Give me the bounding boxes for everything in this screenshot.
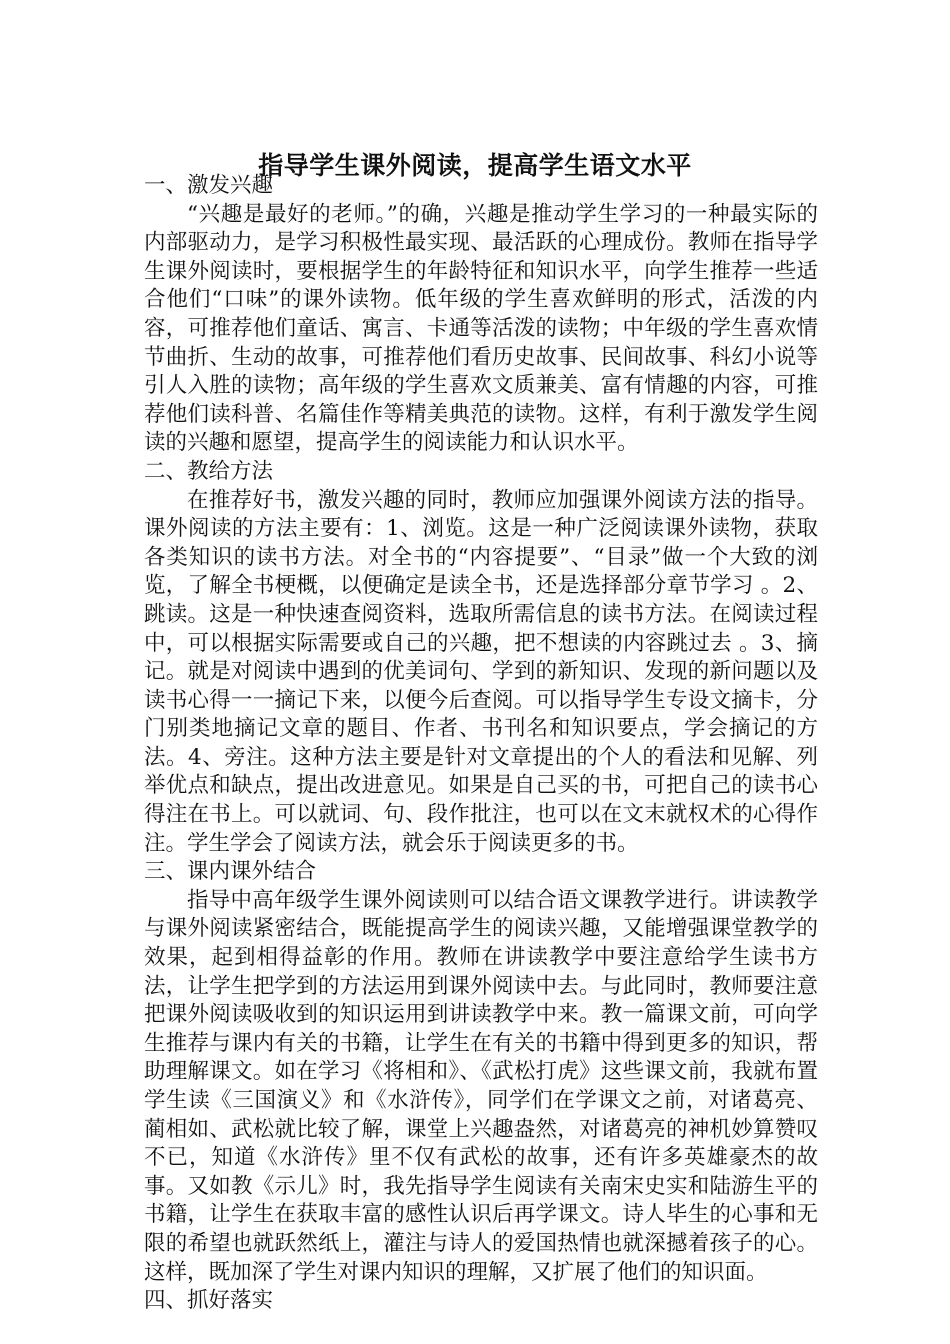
section-paragraph: “兴趣是最好的老师。”的确，兴趣是推动学生学习的一种最实际的内部驱动力，是学习积极性最实现、最活跃的心理成份。教师在指导学生课外阅读时，要根据学生的年龄特征和知识水平，向学生推荐一些适合他们“口味”的课外读物。低年级的学生喜欢鲜明的形式，活泼的内容，可推荐他们童话、寓言、卡通等活泼的读物；中年级的学生喜欢情节曲折、生动的故事，可推荐他们看历史故事、民间故事、科幻小说等引人入胜的读物；高年级的学生喜欢文质兼美、富有情趣的内容，可推荐他们读科普、名篇佳作等精美典范的读物。这样，有利于激发学生阅读的兴趣和愿望，提高学生的阅读能力和认识水平。 xyxy=(144,201,818,456)
section-heading: 二、教给方法 xyxy=(144,458,274,484)
section-heading: 一、激发兴趣 xyxy=(144,173,274,198)
document-body xyxy=(144,172,818,1316)
section-in-class-and-extracurricular xyxy=(144,858,818,1287)
document-title: 指导学生课外阅读，提高学生语文水平 xyxy=(258,150,692,180)
section-paragraph: 在推荐好书，激发兴趣的同时，教师应加强课外阅读方法的指导。课外阅读的方法主要有：1、浏览。这是一种广泛阅读课外读物，获取各类知识的读书方法。对全书的“内容提要”、“目录”做一个大致的浏览，了解全书梗概，以便确定是读全书，还是选择部分章节学习 。2、跳读。这是一种快速查阅资料，选取所需信息的读书方法。在阅读过程中，可以根据实际需要或自己的兴趣，把不想读的内容跳过去 。3、摘记。就是对阅读中遇到的优美词句、学到的新知识、发现的新问题以及读书心得一一摘记下来，以便今后查阅。可以指导学生专设文摘卡，分门别类地摘记文章的题目、作者、书刊名和知识要点，学会摘记的方法。4、旁注。这种方法主要是针对文章提出的个人的看法和见解、列举优点和缺点，提出改进意见。如果是自己买的书，可把自己的读书心得注在书上。可以就词、句、段作批注，也可以在文末就权术的心得作注。学生学会了阅读方法，就会乐于阅读更多的书。 xyxy=(144,487,818,856)
section-interest xyxy=(144,172,818,458)
section-paragraph: 指导中高年级学生课外阅读则可以结合语文课教学进行。讲读教学与课外阅读紧密结合，既能提高学生的阅读兴趣，又能增强课堂教学的效果，起到相得益彰的作用。教师在讲读教学中要注意给学生读书方法，让学生把学到的方法运用到课外阅读中去。与此同时，教师要注意把课外阅读吸收到的知识运用到讲读教学中来。教一篇课文前，可向学生推荐与课内有关的书籍，让学生在有关的书籍中得到更多的知识，帮助理解课文。如在学习《将相和》、《武松打虎》这些课文前，我就布置学生读《三国演义》和《水浒传》，同学们在学课文之前，对诸葛亮、蔺相如、武松就比较了解，课堂上兴趣盎然，对诸葛亮的神机妙算赞叹不已，知道《水浒传》里不仅有武松的故事，还有许多英雄豪杰的故事。又如教《示儿》时，我先指导学生阅读有关南宋史实和陆游生平的书籍，让学生在获取丰富的感性认识后再学课文。诗人毕生的心事和无限的希望也就跃然纸上，灌注与诗人的爱国热情也就深撼着孩子的心。这样，既加深了学生对课内知识的理解，又扩展了他们的知识面。 xyxy=(144,887,818,1285)
section-implementation xyxy=(144,1287,818,1316)
section-methods xyxy=(144,458,818,858)
section-heading: 四、抓好落实 xyxy=(144,1288,274,1314)
section-heading: 三、课内课外结合 xyxy=(144,859,317,885)
